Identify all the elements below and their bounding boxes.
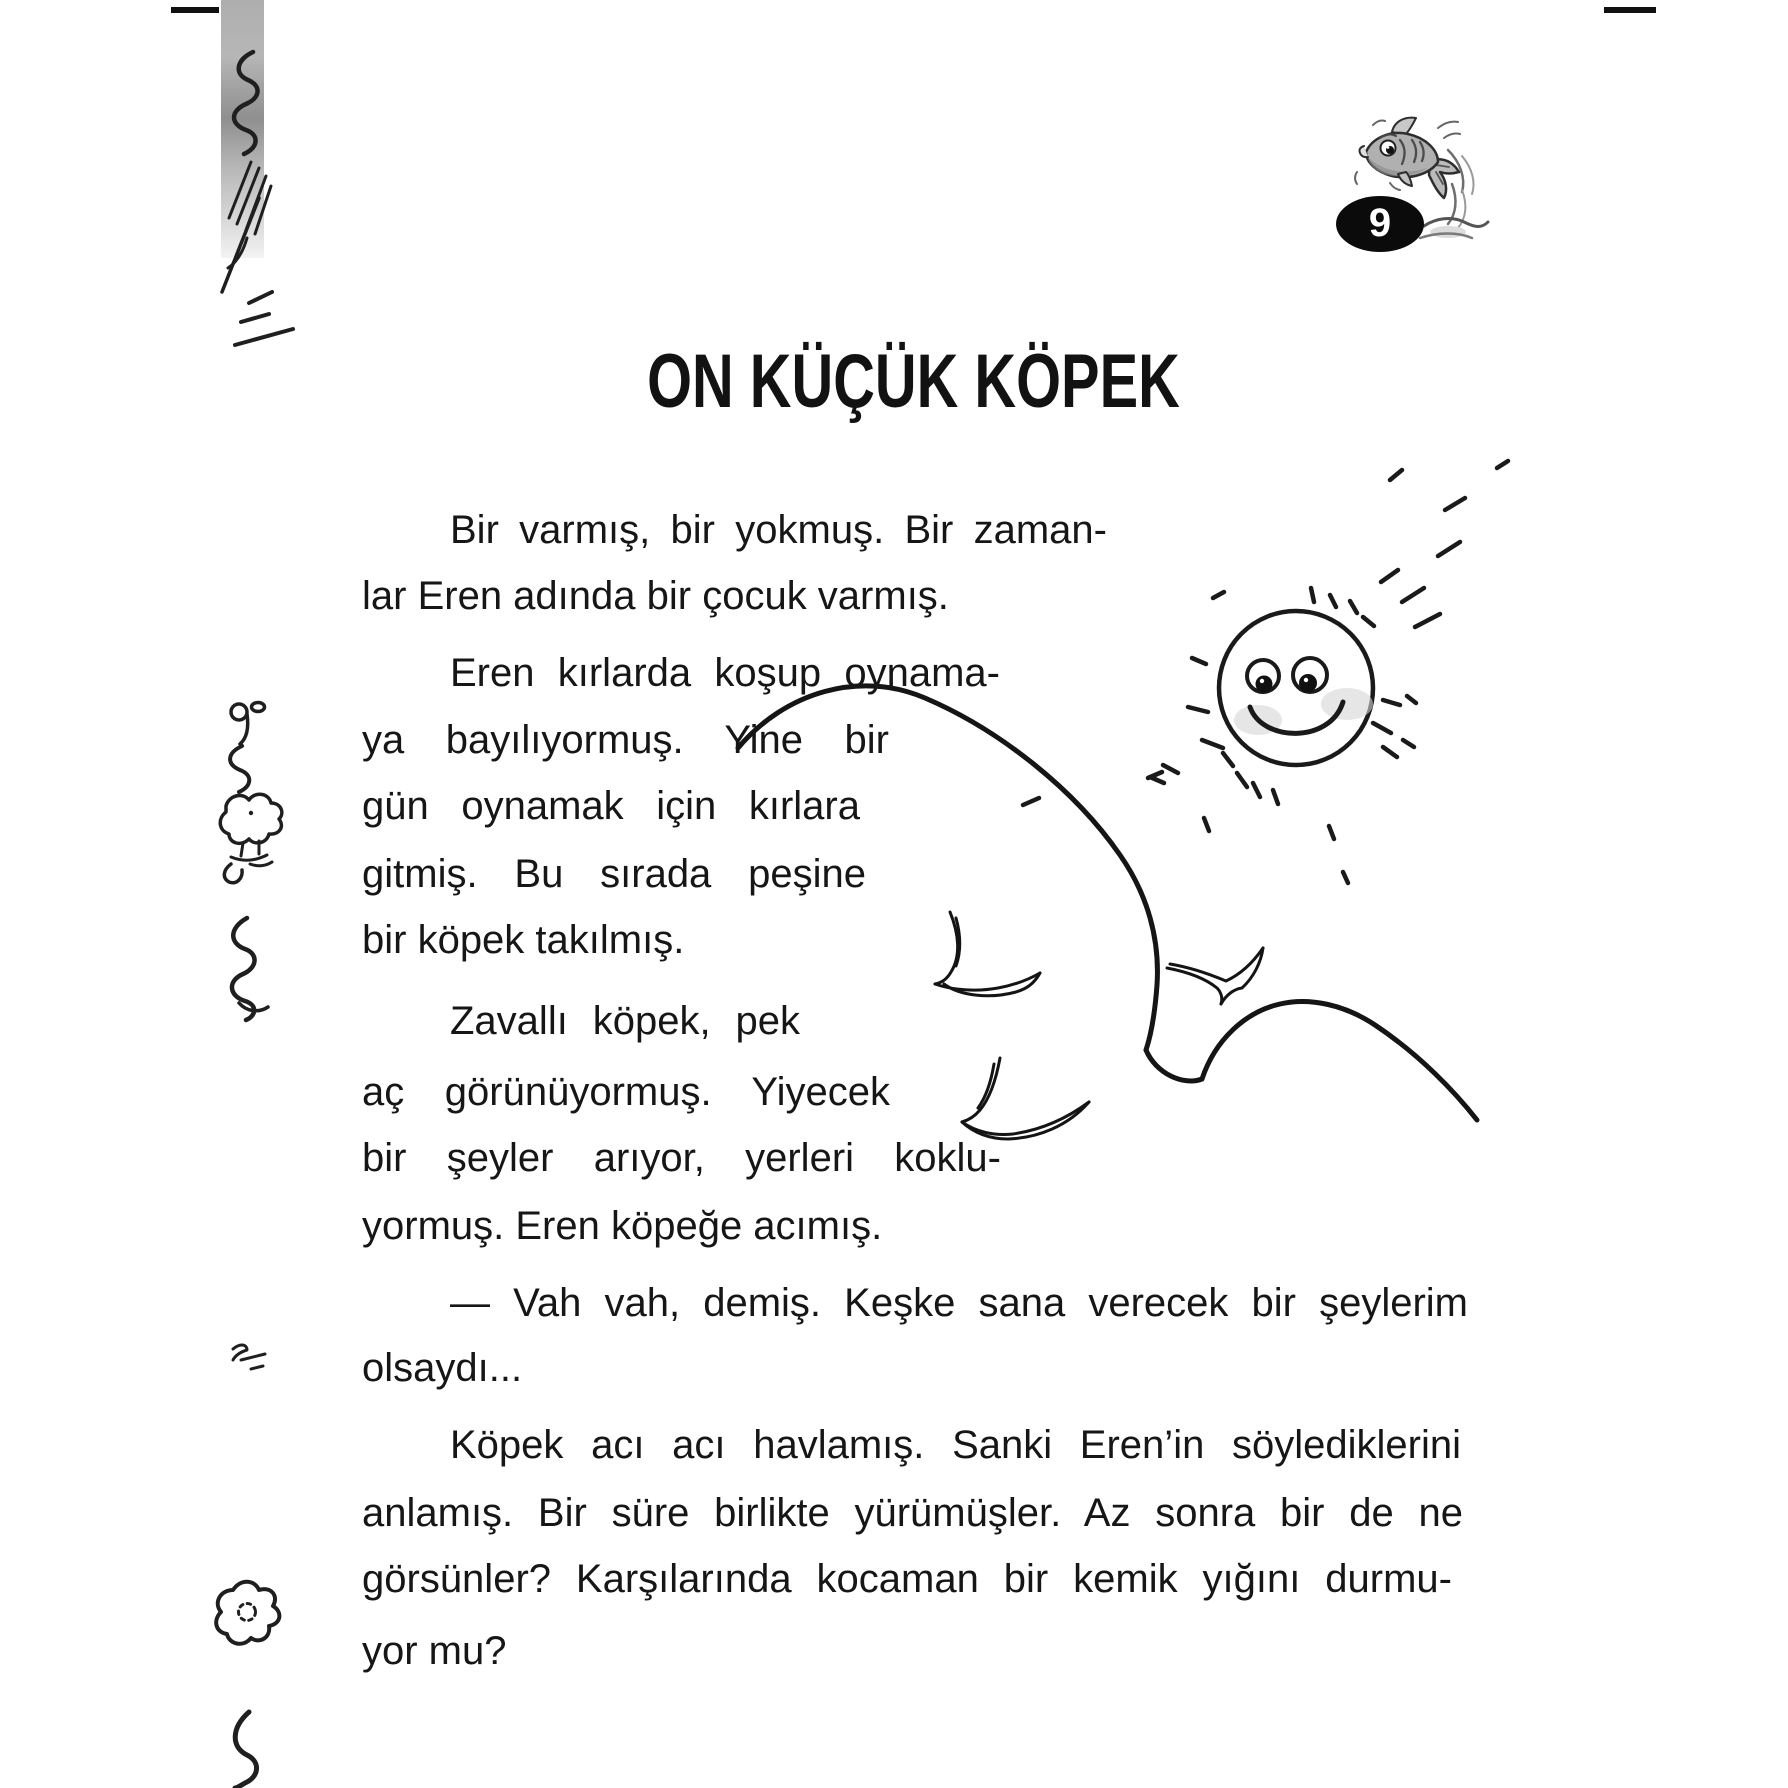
story-line-16: görsünler? Karşılarında kocaman bir kemik yığını durmu- [362,1557,1452,1601]
story-line-8: Zavallı köpek, pek [450,999,800,1043]
story-line-1: Bir varmış, bir yokmuş. Bir zaman- [450,508,1107,552]
story-line-11: yormuş. Eren köpeğe acımış. [362,1204,883,1248]
page-number-badge [1336,196,1424,252]
gutter-strip [221,0,264,258]
crop-mark-right [1604,7,1656,13]
page-number: 9 [1368,201,1392,245]
story-line-2: lar Eren adında bir çocuk varmış. [362,574,949,618]
story-line-6: gitmiş. Bu sırada peşine [362,852,866,896]
story-line-10: bir şeyler arıyor, yerleri koklu- [362,1136,1001,1180]
story-line-5: gün oynamak için kırlara [362,784,860,828]
story-line-7: bir köpek takılmış. [362,918,685,962]
story-line-15: anlamış. Bir süre birlikte yürümüşler. Az sonra bir de ne [362,1491,1463,1535]
story-line-12: — Vah vah, demiş. Keşke sana verecek bir şeylerim [450,1281,1468,1325]
crop-mark-left [171,7,219,13]
chapter-title-text: ON KÜÇÜK KÖPEK [647,339,1180,424]
story-line-3: Eren kırlarda koşup oynama- [450,651,1000,695]
chapter-title [362,338,1465,425]
story-line-4: ya bayılıyormuş. Yine bir [362,718,889,762]
bird-icon [935,912,1263,1139]
story-line-17: yor mu? [362,1629,507,1673]
story-line-13: olsaydı... [362,1346,523,1390]
gutter-doodles-icon [216,52,293,1788]
story-line-14: Köpek acı acı havlamış. Sanki Eren’in söylediklerini [450,1423,1461,1467]
story-line-9: aç görünüyormuş. Yiyecek [362,1070,890,1114]
